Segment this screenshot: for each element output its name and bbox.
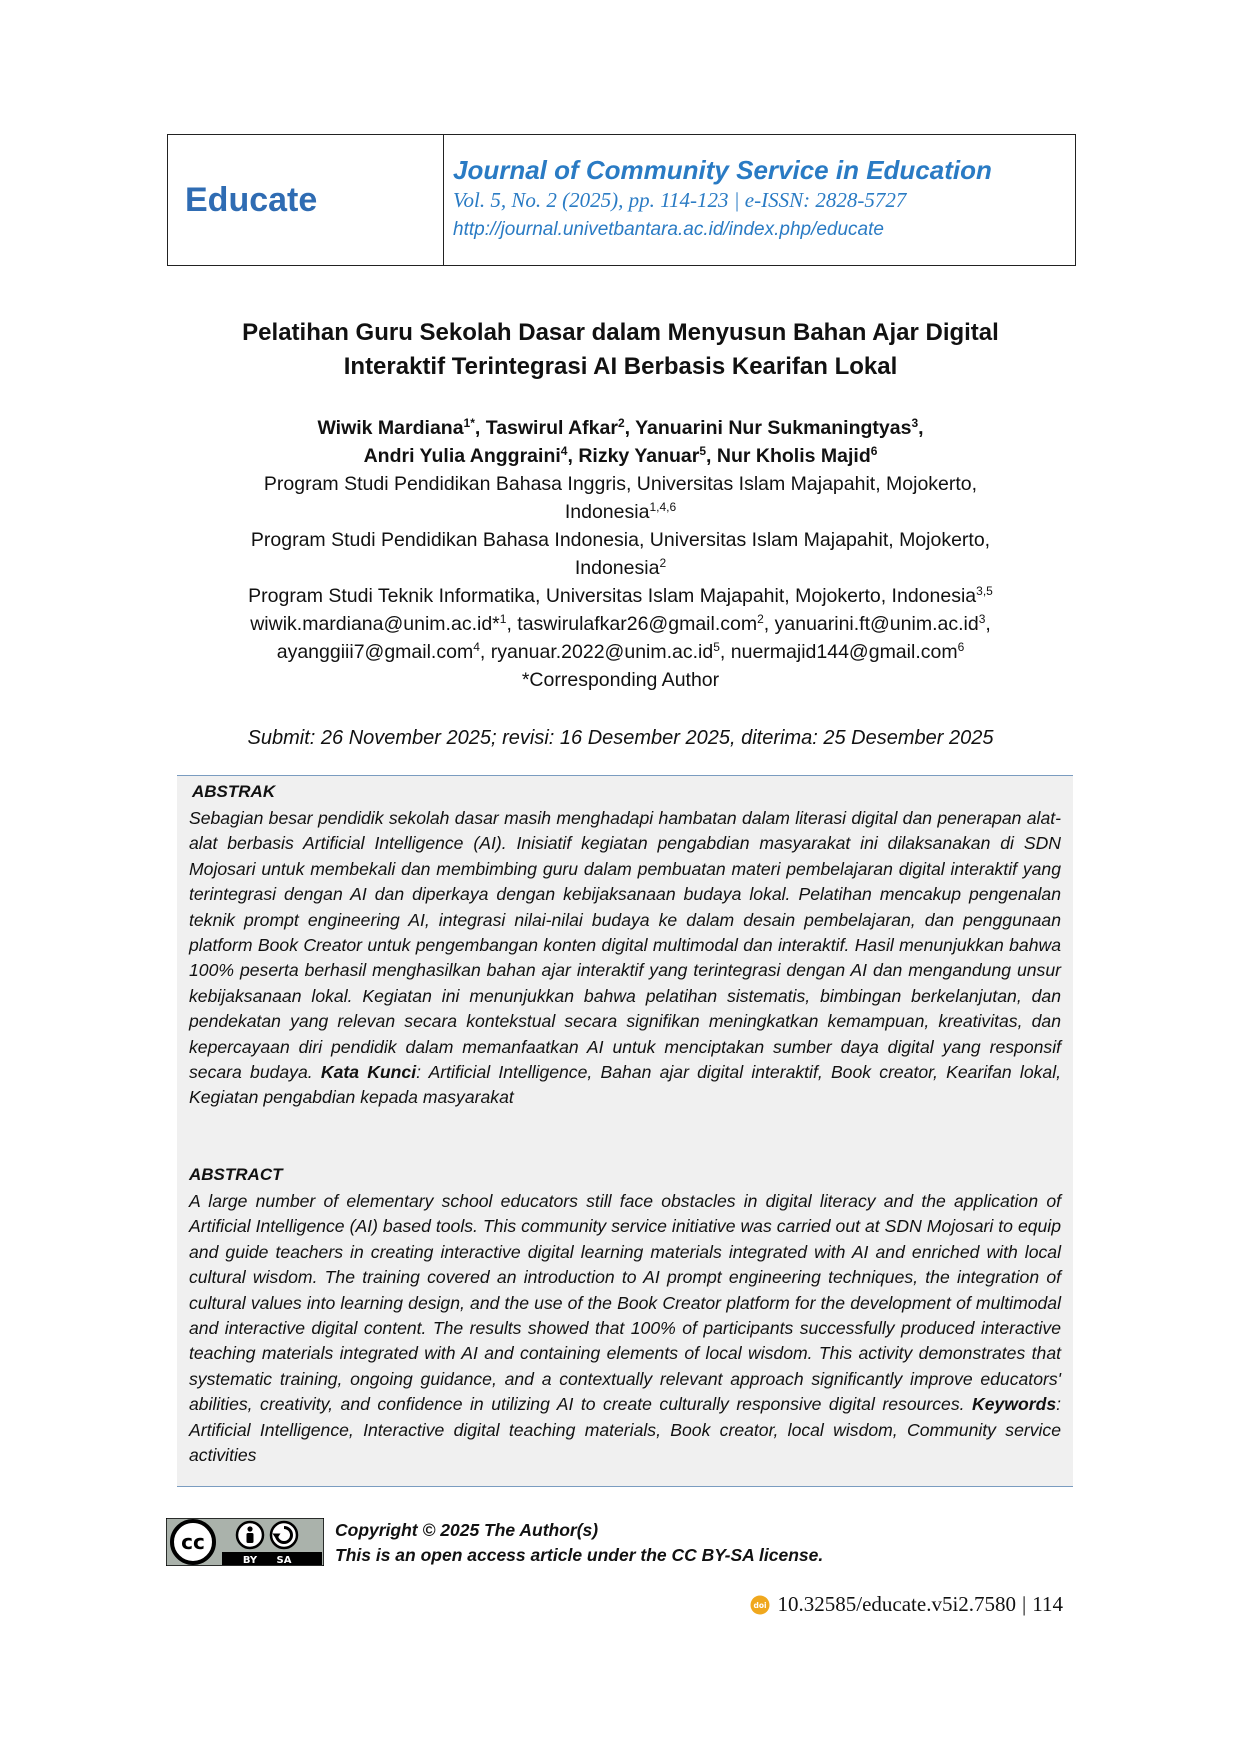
journal-header — [167, 134, 1076, 266]
email-superscript: 2 — [757, 612, 764, 626]
affiliation-1: Program Studi Pendidikan Bahasa Inggris, Universitas Islam Majapahit, Mojokerto, — [263, 473, 978, 495]
copyright-line: Copyright © 2025 The Author(s) — [335, 1520, 599, 1540]
license-block — [335, 1518, 823, 1568]
author-name: Nur Kholis Majid — [716, 445, 871, 467]
paper-title — [180, 316, 1061, 384]
abstract-body — [189, 1189, 1061, 1468]
email-link[interactable]: yanuarini.ft@unim.ac.id — [774, 613, 979, 635]
doi-icon-text: doi — [752, 1600, 767, 1610]
affiliation-superscript: 1,4,6 — [649, 500, 677, 514]
email-link[interactable]: taswirulafkar26@gmail.com — [517, 613, 758, 635]
title-line-2: Interaktif Terintegrasi AI Berbasis Kearifan Lokal — [343, 353, 898, 380]
email-link[interactable]: wiwik.mardiana@unim.ac.id* — [250, 613, 500, 635]
by-label: BY — [242, 1555, 258, 1566]
journal-name: Journal of Community Service in Education — [453, 155, 992, 185]
author-superscript: 4 — [560, 444, 568, 458]
abstrak-text: Sebagian besar pendidik sekolah dasar masih menghadapi hambatan dalam literasi digital dan penerapan alat-alat berbasis Artificial Intelligence (AI). Inisiatif kegiatan pengabdian masyarakat ini dilaksanakan di SDN Mojosari untuk membekali dan membimbing guru dalam pembuatan materi pembelajaran digital interaktif yang terintegrasi dengan AI dan diperkaya dengan kebijaksanaan budaya lokal. Pelatihan mencakup pengenalan teknik prompt engineering AI, integrasi nilai-nilai budaya ke dalam desain pembelajaran, dan penggunaan platform Book Creator untuk pengembangan konten digital multimodal dan interaktif. Hasil menunjukkan bahwa 100% peserta berhasil menghasilkan bahan ajar interaktif yang terintegrasi dengan AI dan mengandung unsur kebijaksanaan lokal. Kegiatan ini menunjukkan bahwa pelatihan sistematis, bimbingan berkelanjutan, dan pendekatan yang relevan secara kontekstual secara signifikan meningkatkan kemampuan, kreativitas, dan kepercayaan diri pendidik dalam memanfaatkan AI untuk menciptakan sumber daya digital yang responsif secara budaya. — [189, 808, 1061, 1083]
email-link[interactable]: nuermajid144@gmail.com — [730, 641, 958, 663]
author-name: Taswirul Afkar — [485, 417, 618, 439]
abstrak-body — [189, 806, 1061, 1111]
journal-brand: Educate — [185, 180, 318, 219]
journal-volume: Vol. 5, No. 2 (2025), pp. 114-123 | e-ISSN: 2828-5727 — [453, 188, 907, 212]
title-line-1: Pelatihan Guru Sekolah Dasar dalam Menyusun Bahan Ajar Digital — [242, 319, 999, 346]
keywords-label: Keywords — [972, 1394, 1057, 1415]
abstract-heading: ABSTRACT — [189, 1165, 283, 1184]
author-name: Rizky Yanuar — [578, 445, 700, 467]
submission-dates: Submit: 26 November 2025; revisi: 16 Desember 2025, diterima: 25 Desember 2025 — [247, 727, 994, 749]
cc-by-sa-badge — [166, 1518, 324, 1566]
author-line-2: Andri Yulia Anggraini$^4$, Rizky Yanuar$^5$, Nur Kholis Majid$^6$ — [363, 444, 878, 467]
author-superscript: 5 — [699, 444, 707, 458]
author-name: Wiwik Mardiana — [317, 417, 464, 439]
author-superscript: 3 — [911, 416, 919, 430]
corresponding-author-note: *Corresponding Author — [521, 669, 720, 691]
doi-icon — [750, 1595, 770, 1615]
author-line-1: Wiwik Mardiana$^{1*}$, Taswirul Afkar$^2$, Yanuarini Nur Sukmaningtyas$^3$, — [317, 416, 924, 439]
author-superscript: 6 — [870, 444, 878, 458]
kata-kunci-label: Kata Kunci — [320, 1062, 417, 1083]
author-name: Yanuarini Nur Sukmaningtyas — [635, 417, 912, 439]
affiliation-text: Program Studi Teknik Informatika, Universitas Islam Majapahit, Mojokerto, Indonesia — [248, 585, 977, 607]
footer-separator: | — [1022, 1592, 1027, 1616]
affiliation-country: Indonesia — [564, 501, 650, 523]
abstract-panel — [177, 775, 1073, 1487]
journal-url-link[interactable]: http://journal.univetbantara.ac.id/index.php/educate — [453, 219, 884, 240]
email-line-1: wiwik.mardiana@unim.ac.id*$^1$, taswirulafkar26@gmail.com$^2$, $yanuarini.ft@unim.ac.id^3$, — [250, 612, 991, 635]
author-superscript: 2 — [617, 416, 625, 430]
kata-kunci-text: : Artificial Intelligence, Bahan ajar digital interaktif, Book creator, Kearifan lokal, Kegiatan pengabdian kepada masyarakat — [189, 1062, 1061, 1108]
keywords-text: : Artificial Intelligence, Interactive digital teaching materials, Book creator, local wisdom, Community service activities — [189, 1394, 1061, 1466]
email-superscript: 5 — [713, 640, 720, 654]
brand-cell — [168, 135, 444, 265]
email-link[interactable]: ryanuar.2022@unim.ac.id — [490, 641, 714, 663]
affiliation-3 — [170, 582, 1071, 610]
affiliation-2-cont — [170, 554, 1071, 582]
affiliation-1-cont — [170, 498, 1071, 526]
license-notice: This is an open access article under the CC BY-SA license. — [335, 1545, 824, 1565]
abstract-text: A large number of elementary school educators still face obstacles in digital literacy and the application of Artificial Intelligence (AI) based tools. This community service initiative was carried out at SDN Mojosari to equip and guide teachers in creating interactive digital learning materials integrated with AI and enriched with local cultural wisdom. The training covered an introduction to AI prompt engineering techniques, the integration of cultural values into learning design, and the use of the Book Creator platform for the development of multimodal and interactive digital content. The results showed that 100% of participants successfully produced interactive teaching materials integrated with AI and containing elements of local wisdom. This activity demonstrates that systematic training, ongoing guidance, and a contextually relevant approach significantly improve educators' abilities, creativity, and confidence in utilizing AI to create culturally responsive digital resources. — [189, 1191, 1061, 1415]
affiliation-country: Indonesia — [574, 557, 660, 579]
cc-icon-text: cc — [181, 1530, 205, 1554]
journal-info-cell — [444, 135, 1075, 265]
affiliation-superscript: 2 — [659, 556, 667, 570]
email-superscript: 6 — [957, 640, 965, 654]
email-link[interactable]: ayanggiii7@gmail.com — [276, 641, 474, 663]
page-footer — [750, 1592, 1064, 1617]
email-superscript: 3 — [978, 612, 986, 626]
doi-link[interactable]: 10.32585/educate.v5i2.7580 — [777, 1592, 1017, 1616]
sa-label: SA — [276, 1555, 292, 1566]
affiliation-2: Program Studi Pendidikan Bahasa Indonesia, Universitas Islam Majapahit, Mojokerto, — [250, 529, 991, 551]
author-block — [170, 414, 1071, 694]
abstrak-heading: ABSTRAK — [192, 782, 276, 801]
email-superscript: 4 — [473, 640, 480, 654]
email-line-2: ayanggiii7@gmail.com$^4$, $ryanuar.2022@unim.ac.id^5$, nuermajid144@gmail.com$^6$ — [276, 640, 965, 663]
email-superscript: 1 — [499, 612, 507, 626]
affiliation-superscript: 3,5 — [976, 584, 993, 598]
page-number: 114 — [1032, 1592, 1063, 1616]
author-superscript: 1* — [463, 416, 475, 430]
author-name: Andri Yulia Anggraini — [363, 445, 561, 467]
